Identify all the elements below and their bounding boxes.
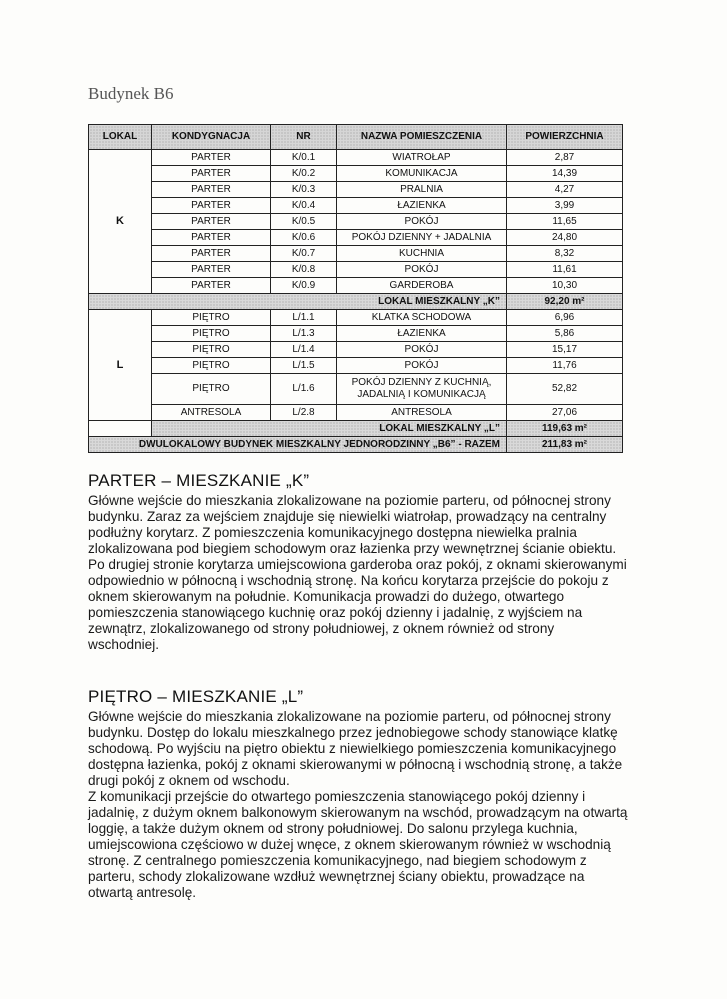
powierzchnia-cell: 3,99: [507, 198, 623, 214]
lokal-l-cell: L: [89, 310, 152, 421]
nazwa-cell: POKÓJ DZIENNY + JADALNIA: [337, 230, 507, 246]
nazwa-cell: WIATROŁAP: [337, 150, 507, 166]
kondygnacja-cell: PARTER: [152, 182, 271, 198]
table-header-row: [89, 125, 623, 150]
table-row: [89, 166, 623, 182]
kondygnacja-cell: PARTER: [152, 166, 271, 182]
kondygnacja-cell: PARTER: [152, 150, 271, 166]
subtotal-row-k: [89, 294, 623, 310]
nr-cell: L/1.5: [271, 358, 337, 374]
nazwa-cell: KLATKA SCHODOWA: [337, 310, 507, 326]
table-row: [89, 150, 623, 166]
header-lokal: LOKAL: [89, 125, 152, 150]
table-row: [89, 326, 623, 342]
powierzchnia-cell: 5,86: [507, 326, 623, 342]
total-value: 211,83 m²: [507, 437, 623, 453]
nr-cell: L/1.1: [271, 310, 337, 326]
subtotal-label: LOKAL MIESZKALNY „K”: [89, 294, 507, 310]
subtotal-value: 119,63 m²: [507, 421, 623, 437]
total-label: DWULOKALOWY BUDYNEK MIESZKALNY JEDNORODZINNY „B6” - RAZEM: [89, 437, 507, 453]
header-nazwa: NAZWA POMIESZCZENIA: [337, 125, 507, 150]
table-row: [89, 262, 623, 278]
table-row: [89, 342, 623, 358]
powierzchnia-cell: 11,61: [507, 262, 623, 278]
nazwa-cell: ŁAZIENKA: [337, 326, 507, 342]
kondygnacja-cell: PIĘTRO: [152, 358, 271, 374]
nr-cell: K/0.5: [271, 214, 337, 230]
subtotal-row-l: [89, 421, 623, 437]
powierzchnia-cell: 15,17: [507, 342, 623, 358]
nr-cell: K/0.8: [271, 262, 337, 278]
nr-cell: K/0.9: [271, 278, 337, 294]
powierzchnia-cell: 10,30: [507, 278, 623, 294]
nazwa-text: POKÓJ DZIENNY Z KUCHNIĄ, JADALNIĄ I KOMUNIKACJĄ: [351, 376, 492, 400]
subtotal-value: 92,20 m²: [507, 294, 623, 310]
header-kondygnacja: KONDYGNACJA: [152, 125, 271, 150]
nazwa-cell: KOMUNIKACJA: [337, 166, 507, 182]
kondygnacja-cell: PARTER: [152, 246, 271, 262]
total-row: [89, 437, 623, 453]
nazwa-cell: POKÓJ: [337, 358, 507, 374]
section-k-title: PARTER – MIESZKANIE „K”: [88, 471, 310, 490]
nazwa-cell: PRALNIA: [337, 182, 507, 198]
nr-cell: K/0.6: [271, 230, 337, 246]
nazwa-cell: [337, 374, 507, 405]
kondygnacja-cell: ANTRESOLA: [152, 405, 271, 421]
nazwa-cell: POKÓJ: [337, 214, 507, 230]
nr-cell: L/2.8: [271, 405, 337, 421]
powierzchnia-cell: 4,27: [507, 182, 623, 198]
table-row: [89, 405, 623, 421]
kondygnacja-cell: PARTER: [152, 262, 271, 278]
section-l-paragraph: Główne wejście do mieszkania zlokalizowane na poziomie parteru, od północnej strony budynku. Dostęp do lokalu mieszkalnego przez jednobiegowe schody stanowiące klatkę schodową. Po wyjściu na piętro obiektu z niewielkiego pomieszczenia komunikacyjnego dostępna łazienka, pokój z oknami skierowanymi w północną i wschodnią stronę, a także drugi pokój z oknem od wschodu.: [88, 709, 623, 788]
table-row: [89, 358, 623, 374]
kondygnacja-cell: PIĘTRO: [152, 326, 271, 342]
nr-cell: L/1.6: [271, 374, 337, 405]
kondygnacja-cell: PARTER: [152, 278, 271, 294]
nazwa-cell: ANTRESOLA: [337, 405, 507, 421]
nr-cell: L/1.4: [271, 342, 337, 358]
nr-cell: K/0.1: [271, 150, 337, 166]
kondygnacja-cell: PIĘTRO: [152, 342, 271, 358]
powierzchnia-cell: 24,80: [507, 230, 623, 246]
section-l-paragraph: Z komunikacji przejście do otwartego pomieszczenia stanowiącego pokój dzienny i jadalnię, z dużym oknem balkonowym skierowanym na wschód, prowadzącym na otwartą loggię, a także dużym oknem od strony południowej. Do salonu przylega kuchnia, umiejscowiona częściowo w dużej wnęce, z oknem skierowanym również w wschodnią stronę. Z centralnego pomieszczenia komunikacyjnego, nad biegiem schodowym z parteru, schody zlokalizowane wzdłuż wewnętrznej ściany obiektu, prowadzące na otwartą antresolę.: [88, 789, 628, 900]
nazwa-cell: POKÓJ: [337, 342, 507, 358]
kondygnacja-cell: PIĘTRO: [152, 310, 271, 326]
nazwa-cell: GARDEROBA: [337, 278, 507, 294]
table-row: [89, 230, 623, 246]
empty-cell: [89, 421, 152, 437]
page-title: Budynek B6: [88, 84, 174, 103]
header-powierzchnia: POWIERZCHNIA: [507, 125, 623, 150]
powierzchnia-cell: 11,76: [507, 358, 623, 374]
powierzchnia-cell: 27,06: [507, 405, 623, 421]
rooms-table: [88, 124, 623, 453]
powierzchnia-cell: 8,32: [507, 246, 623, 262]
table-row: [89, 246, 623, 262]
nazwa-cell: KUCHNIA: [337, 246, 507, 262]
table-row: [89, 214, 623, 230]
nr-cell: K/0.2: [271, 166, 337, 182]
nr-cell: L/1.3: [271, 326, 337, 342]
nazwa-cell: ŁAZIENKA: [337, 198, 507, 214]
section-parter: [88, 471, 628, 653]
lokal-k-cell: K: [89, 150, 152, 294]
subtotal-label: LOKAL MIESZKALNY „L”: [152, 421, 507, 437]
table-row: [89, 278, 623, 294]
powierzchnia-cell: 2,87: [507, 150, 623, 166]
nr-cell: K/0.7: [271, 246, 337, 262]
powierzchnia-cell: 52,82: [507, 374, 623, 405]
table-row: [89, 374, 623, 405]
nazwa-cell: POKÓJ: [337, 262, 507, 278]
table-row: [89, 182, 623, 198]
kondygnacja-cell: PARTER: [152, 230, 271, 246]
nr-cell: K/0.3: [271, 182, 337, 198]
powierzchnia-cell: 14,39: [507, 166, 623, 182]
section-k-paragraph: Główne wejście do mieszkania zlokalizowane na poziomie parteru, od północnej strony budynku. Zaraz za wejściem znajduje się niewielki wiatrołap, prowadzący na centralny podłużny korytarz. Z pomieszczenia komunikacyjnego dostępna niewielka pralnia zlokalizowana pod biegiem schodowym oraz łazienka przy wewnętrznej ścianie obiektu.: [88, 493, 617, 556]
header-nr: NR: [271, 125, 337, 150]
nr-cell: K/0.4: [271, 198, 337, 214]
section-l-title: PIĘTRO – MIESZKANIE „L”: [88, 687, 304, 706]
table-row: [89, 198, 623, 214]
kondygnacja-cell: PARTER: [152, 198, 271, 214]
kondygnacja-cell: PARTER: [152, 214, 271, 230]
kondygnacja-cell: PIĘTRO: [152, 374, 271, 405]
section-pietro: [88, 687, 628, 901]
section-k-paragraph: Po drugiej stronie korytarza umiejscowiona garderoba oraz pokój, z oknami skierowanymi odpowiednio w północną i wschodnią stronę. Na końcu korytarza przejście do pokoju z oknem skierowanym na południe. Komunikacja prowadzi do dużego, otwartego pomieszczenia stanowiącego kuchnię oraz pokój dzienny i jadalnię, z wyjściem na zewnątrz, zlokalizowanego od strony południowej, z oknem również od strony wschodniej.: [88, 557, 627, 652]
table-row: [89, 310, 623, 326]
powierzchnia-cell: 11,65: [507, 214, 623, 230]
powierzchnia-cell: 6,96: [507, 310, 623, 326]
